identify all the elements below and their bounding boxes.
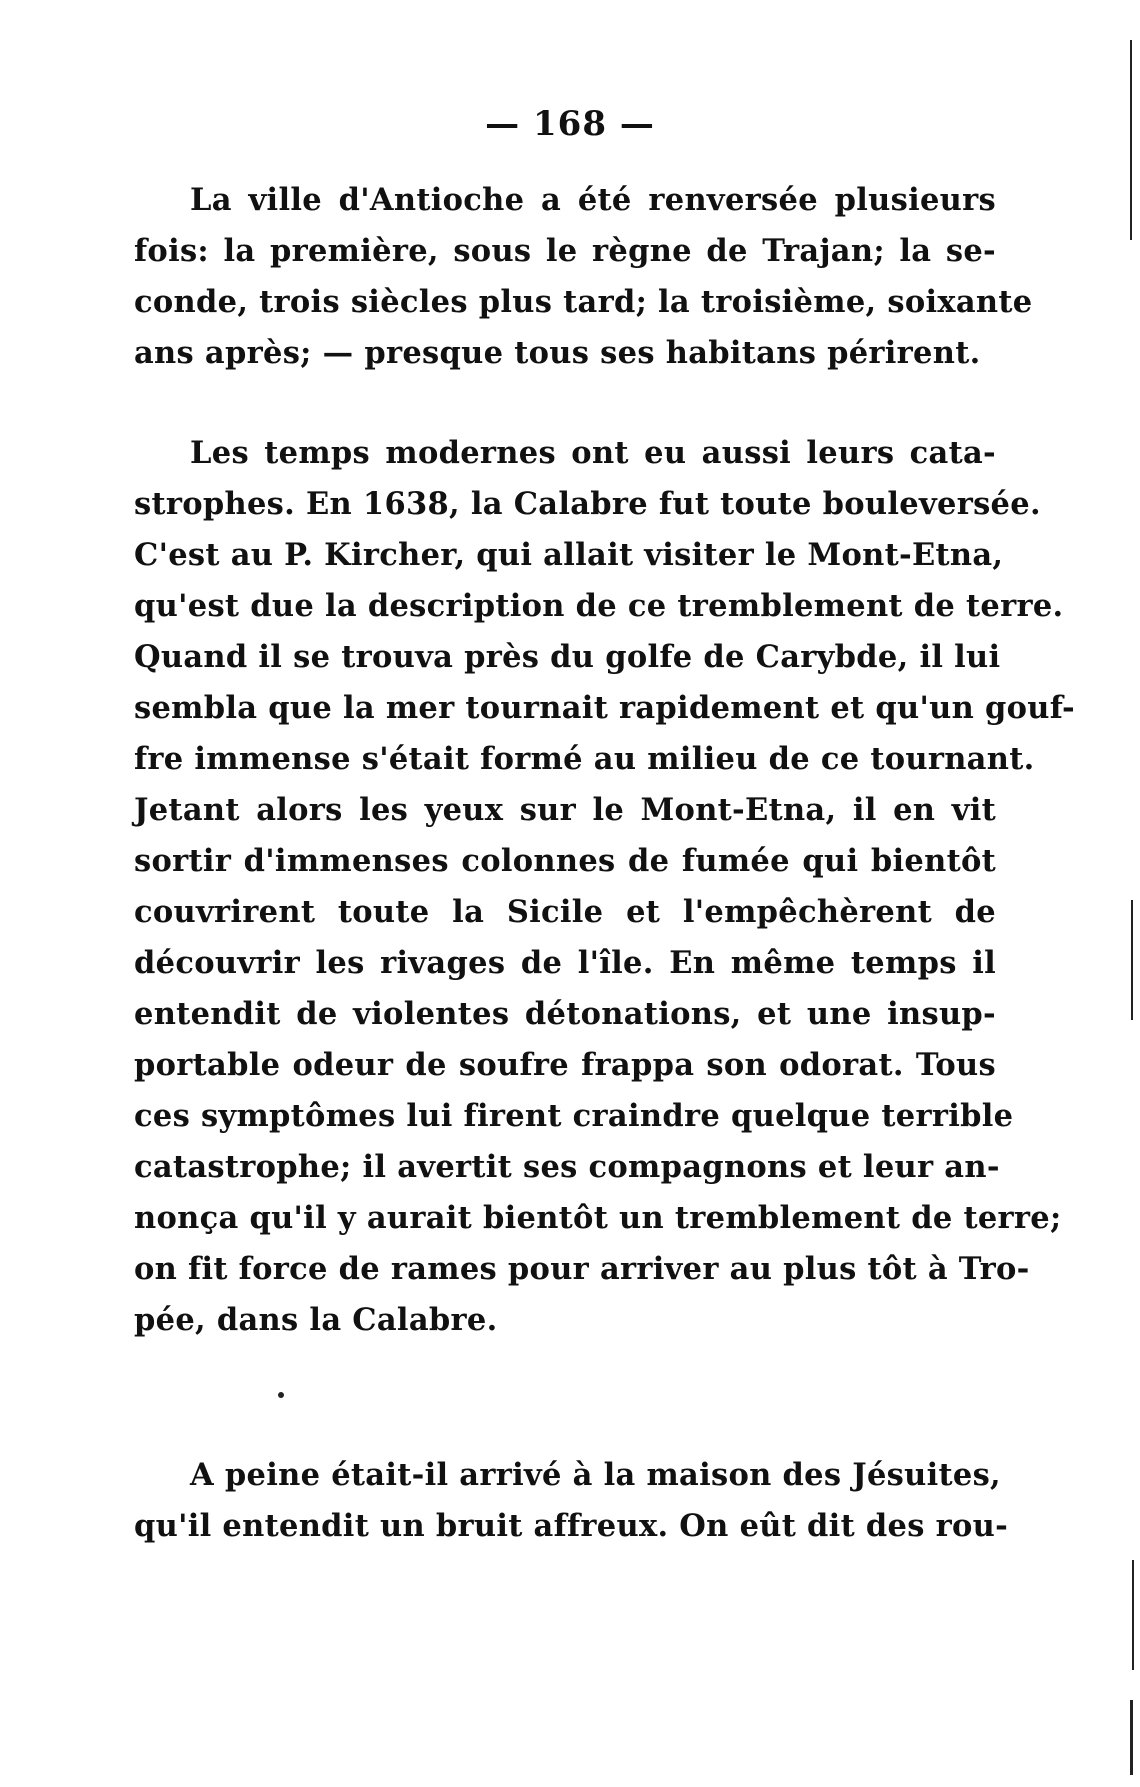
text-line: entendit de violentes détonations, et une insup- — [134, 996, 996, 1032]
text-line: conde, trois siècles plus tard; la troisième, soixante — [134, 284, 1033, 320]
text-line: on fit force de rames pour arriver au plus tôt à Tro- — [134, 1251, 1030, 1287]
text-line: découvrir les rivages de l'île. En même temps il — [134, 945, 996, 981]
text-line: strophes. En 1638, la Calabre fut toute bouleversée. — [134, 486, 1041, 522]
text-line: qu'est due la description de ce tremblement de terre. — [134, 588, 1064, 624]
text-line: qu'il entendit un bruit affreux. On eût dit des rou- — [134, 1508, 1009, 1544]
text-line: catastrophe; il avertit ses compagnons et leur an- — [134, 1149, 1000, 1185]
text-line: C'est au P. Kircher, qui allait visiter le Mont-Etna, — [134, 537, 1004, 573]
text-line: sembla que la mer tournait rapidement et qu'un gouf- — [134, 690, 1075, 726]
ink-speck — [278, 1392, 284, 1398]
text-line: sortir d'immenses colonnes de fumée qui bientôt — [134, 843, 996, 879]
text-line: La ville d'Antioche a été renversée plusieurs — [190, 182, 996, 218]
text-line: Jetant alors les yeux sur le Mont-Etna, il en vit — [134, 792, 996, 828]
text-line: fre immense s'était formé au milieu de ce tournant. — [134, 741, 1035, 777]
paragraph-jesuits — [134, 1450, 1009, 1552]
text-line: ans après; — presque tous ses habitans périrent. — [134, 335, 981, 371]
page-number: — 168 — — [485, 104, 655, 144]
scan-edge-mark — [1130, 40, 1132, 240]
text-line: nonça qu'il y aurait bientôt un tremblement de terre; — [134, 1200, 1062, 1236]
text-line: Les temps modernes ont eu aussi leurs cata- — [190, 435, 996, 471]
text-line: A peine était-il arrivé à la maison des Jésuites, — [190, 1457, 1001, 1493]
scan-edge-mark — [1130, 1700, 1133, 1775]
text-line: ces symptômes lui firent craindre quelque terrible — [134, 1098, 1014, 1134]
text-line: couvrirent toute la Sicile et l'empêchèrent de — [134, 894, 996, 930]
scan-edge-mark — [1131, 900, 1133, 1020]
text-line: portable odeur de soufre frappa son odorat. Tous — [134, 1047, 996, 1083]
text-line: Quand il se trouva près du golfe de Carybde, il lui — [134, 639, 1001, 675]
scan-edge-mark — [1132, 1560, 1134, 1670]
text-line: fois: la première, sous le règne de Trajan; la se- — [134, 233, 996, 269]
paragraph-antioch — [134, 175, 1033, 379]
text-line: pée, dans la Calabre. — [134, 1302, 498, 1338]
paragraph-calabria — [134, 428, 1075, 1346]
